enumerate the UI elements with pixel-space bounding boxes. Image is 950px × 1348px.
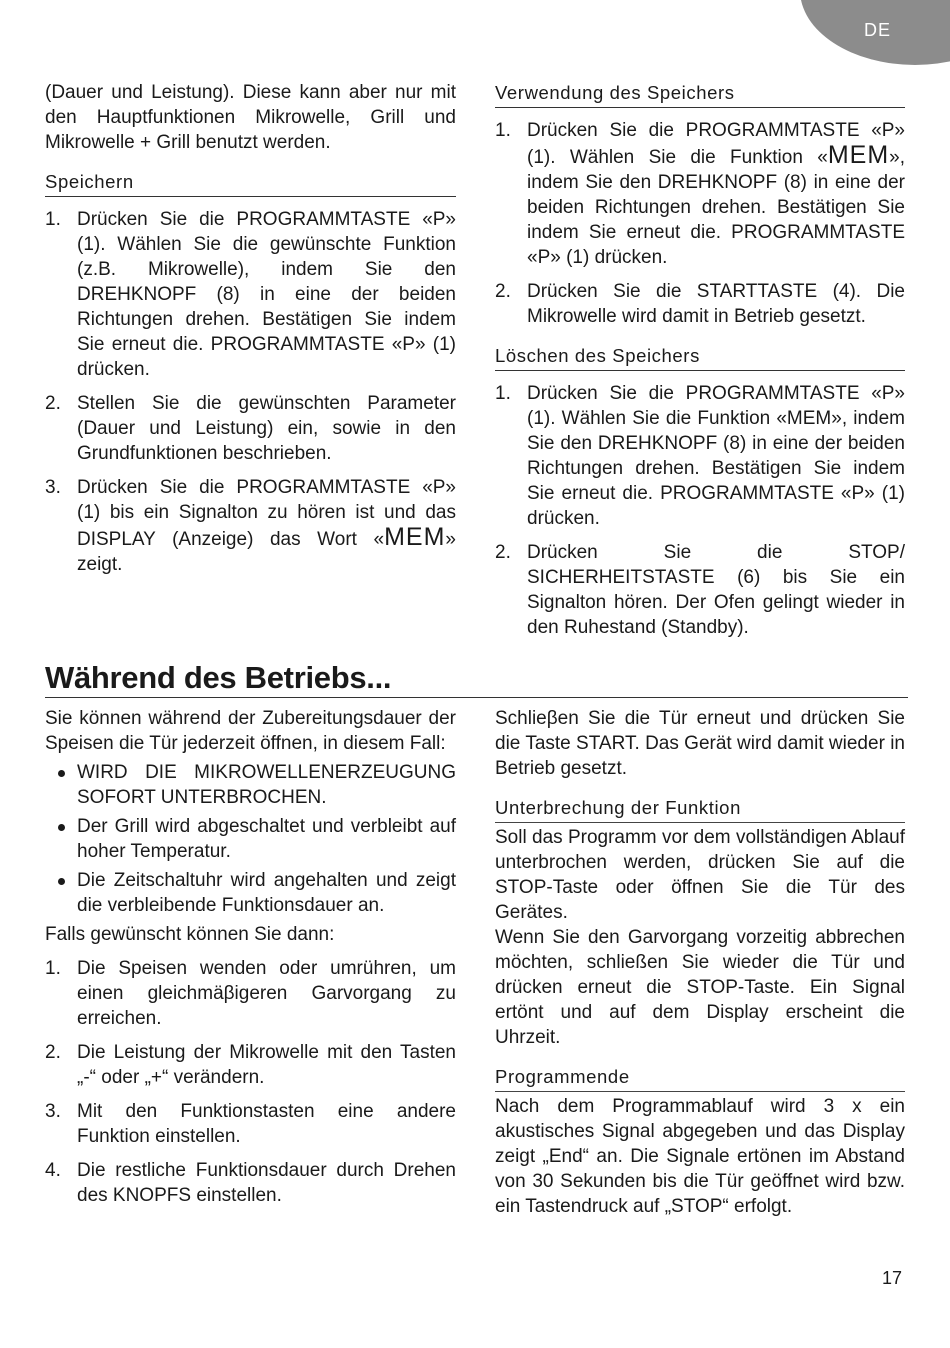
language-tab [800,0,950,65]
step-text: Mit den Funktionstasten eine andere Funktion einstellen. [77,1101,456,1147]
page-number: 17 [882,1268,903,1288]
list-item [495,279,905,329]
interrupt-paragraph: Soll das Programm vor dem vollständigen Ablauf unterbrochen werden, drücken Sie auf die STOP-Taste oder öffnen Sie die Tür des Gerätes. [495,827,905,923]
step-text: Drücken Sie die PROGRAMMTASTE «P» (1). Wählen Sie die gewünschte Funktion (z.B. Mikrowelle), indem Sie den DREHKNOPF (8) in eine der beiden Richtungen drehen. Bestätigen Sie indem Sie erneut die. PROGRAMMTASTE «P» (1) drücken. [77,209,456,380]
step-number: 1. [495,120,511,141]
step-text: Stellen Sie die gewünschten Parameter (Dauer und Leistung) ein, sowie in den Grundfunktionen beschrieben. [77,393,456,464]
store-steps-list [45,207,456,577]
list-item: Der Grill wird abgeschaltet und verbleibt auf hoher Temperatur. [45,814,456,864]
step-text: Die Speisen wenden oder umrühren, um einen gleichmäβigeren Garvorgang zu erreichen. [77,958,456,1029]
section-title: Während des Betriebs... [45,660,392,695]
list-item: WIRD DIE MIKROWELLENERZEUGUNG SOFORT UNTERBROCHEN. [45,760,456,810]
heading-speichern: Speichern [45,169,456,197]
column-top-right [495,80,905,649]
resume-paragraph: Schlieβen Sie die Tür erneut und drücken Sie die Taste START. Das Gerät wird damit wieder in Betrieb gesetzt. [495,708,905,779]
list-item [45,207,456,382]
heading-verwendung: Verwendung des Speichers [495,80,905,108]
list-item [495,540,905,640]
mem-display-word: MEM [384,523,446,551]
step-number: 3. [45,477,61,498]
step-text: Drücken Sie die PROGRAMMTASTE «P» (1) bis ein Signalton zu hören ist und das DISPLAY (Anzeige) das Wort « [77,477,456,550]
heading-programmende: Programmende [495,1064,905,1092]
section-divider [45,697,908,698]
step-number: 4. [45,1160,61,1181]
step-number: 1. [495,383,511,404]
list-item [45,1158,456,1208]
step-text: », indem Sie den DREHKNOPF (8) in eine der beiden Richtungen drehen. Bestätigen Sie indem Sie erneut die. PROGRAMMTASTE «P» (1) drücken. [527,147,905,268]
mem-display-word: MEM [827,141,890,169]
use-steps-list [495,118,905,329]
step-number: 3. [45,1101,61,1122]
column-bottom-right [495,706,905,1219]
language-label: DE [864,20,892,40]
step-number: 2. [495,281,511,302]
list-item [45,475,456,577]
list-item [45,956,456,1031]
step-text: Die restliche Funktionsdauer durch Drehen des KNOPFS einstellen. [77,1160,456,1206]
door-open-bullets [45,760,456,918]
step-number: 2. [45,1042,61,1063]
step-text: Drücken Sie die PROGRAMMTASTE «P» (1). Wählen Sie die Funktion « [527,120,905,168]
heading-unterbrechung: Unterbrechung der Funktion [495,795,905,823]
delete-steps-list [495,381,905,640]
list-item: Die Zeitschaltuhr wird angehalten und zeigt die verbleibende Funktionsdauer an. [45,868,456,918]
intro-paragraph: Sie können während der Zubereitungsdauer der Speisen die Tür jederzeit öffnen, in diesem Fall: [45,708,456,754]
step-text: » zeigt. [77,529,456,575]
options-intro: Falls gewünscht können Sie dann: [45,924,335,945]
step-number: 1. [45,958,61,979]
step-text: Drücken Sie die PROGRAMMTASTE «P» (1). Wählen Sie die Funktion «MEM», indem Sie den DREHKNOPF (8) in eine der beiden Richtungen drehen. Bestätigen Sie indem Sie erneut die. PROGRAMMTASTE «P» (1) drücken. [527,383,905,529]
column-bottom-left [45,706,456,1217]
list-item [45,1040,456,1090]
step-text: Die Leistung der Mikrowelle mit den Tasten „-“ oder „+“ verändern. [77,1042,456,1088]
step-number: 2. [45,393,61,414]
step-text: Drücken Sie die STARTTASTE (4). Die Mikrowelle wird damit in Betrieb gesetzt. [527,281,905,327]
intro-paragraph: (Dauer und Leistung). Diese kann aber nur mit den Hauptfunktionen Mikrowelle, Grill und Mikrowelle + Grill benutzt werden. [45,82,456,153]
heading-loeschen: Löschen des Speichers [495,343,905,371]
list-item [495,118,905,270]
column-top-left [45,80,456,586]
options-list [45,956,456,1208]
list-item [45,1099,456,1149]
cancel-paragraph: Wenn Sie den Garvorgang vorzeitig abbrechen möchten, schließen Sie wieder die Tür und drücken erneut die STOP-Taste. Ein Signal ertönt und auf dem Display erscheint die Uhrzeit. [495,927,905,1048]
list-item [45,391,456,466]
end-paragraph: Nach dem Programmablauf wird 3 x ein akustisches Signal abgegeben und das Display zeigt „End“ an. Die Signale ertönen im Abstand von 30 Sekunden bis die Tür geöffnet wird bzw. ein Tastendruck auf „STOP“ erfolgt. [495,1096,905,1217]
list-item [495,381,905,531]
step-text: Drücken Sie die STOP/ SICHERHEITSTASTE (6) bis Sie ein Signalton hören. Der Ofen gelingt wieder in den Ruhestand (Standby). [527,542,905,638]
step-number: 2. [495,542,511,563]
step-number: 1. [45,209,61,230]
